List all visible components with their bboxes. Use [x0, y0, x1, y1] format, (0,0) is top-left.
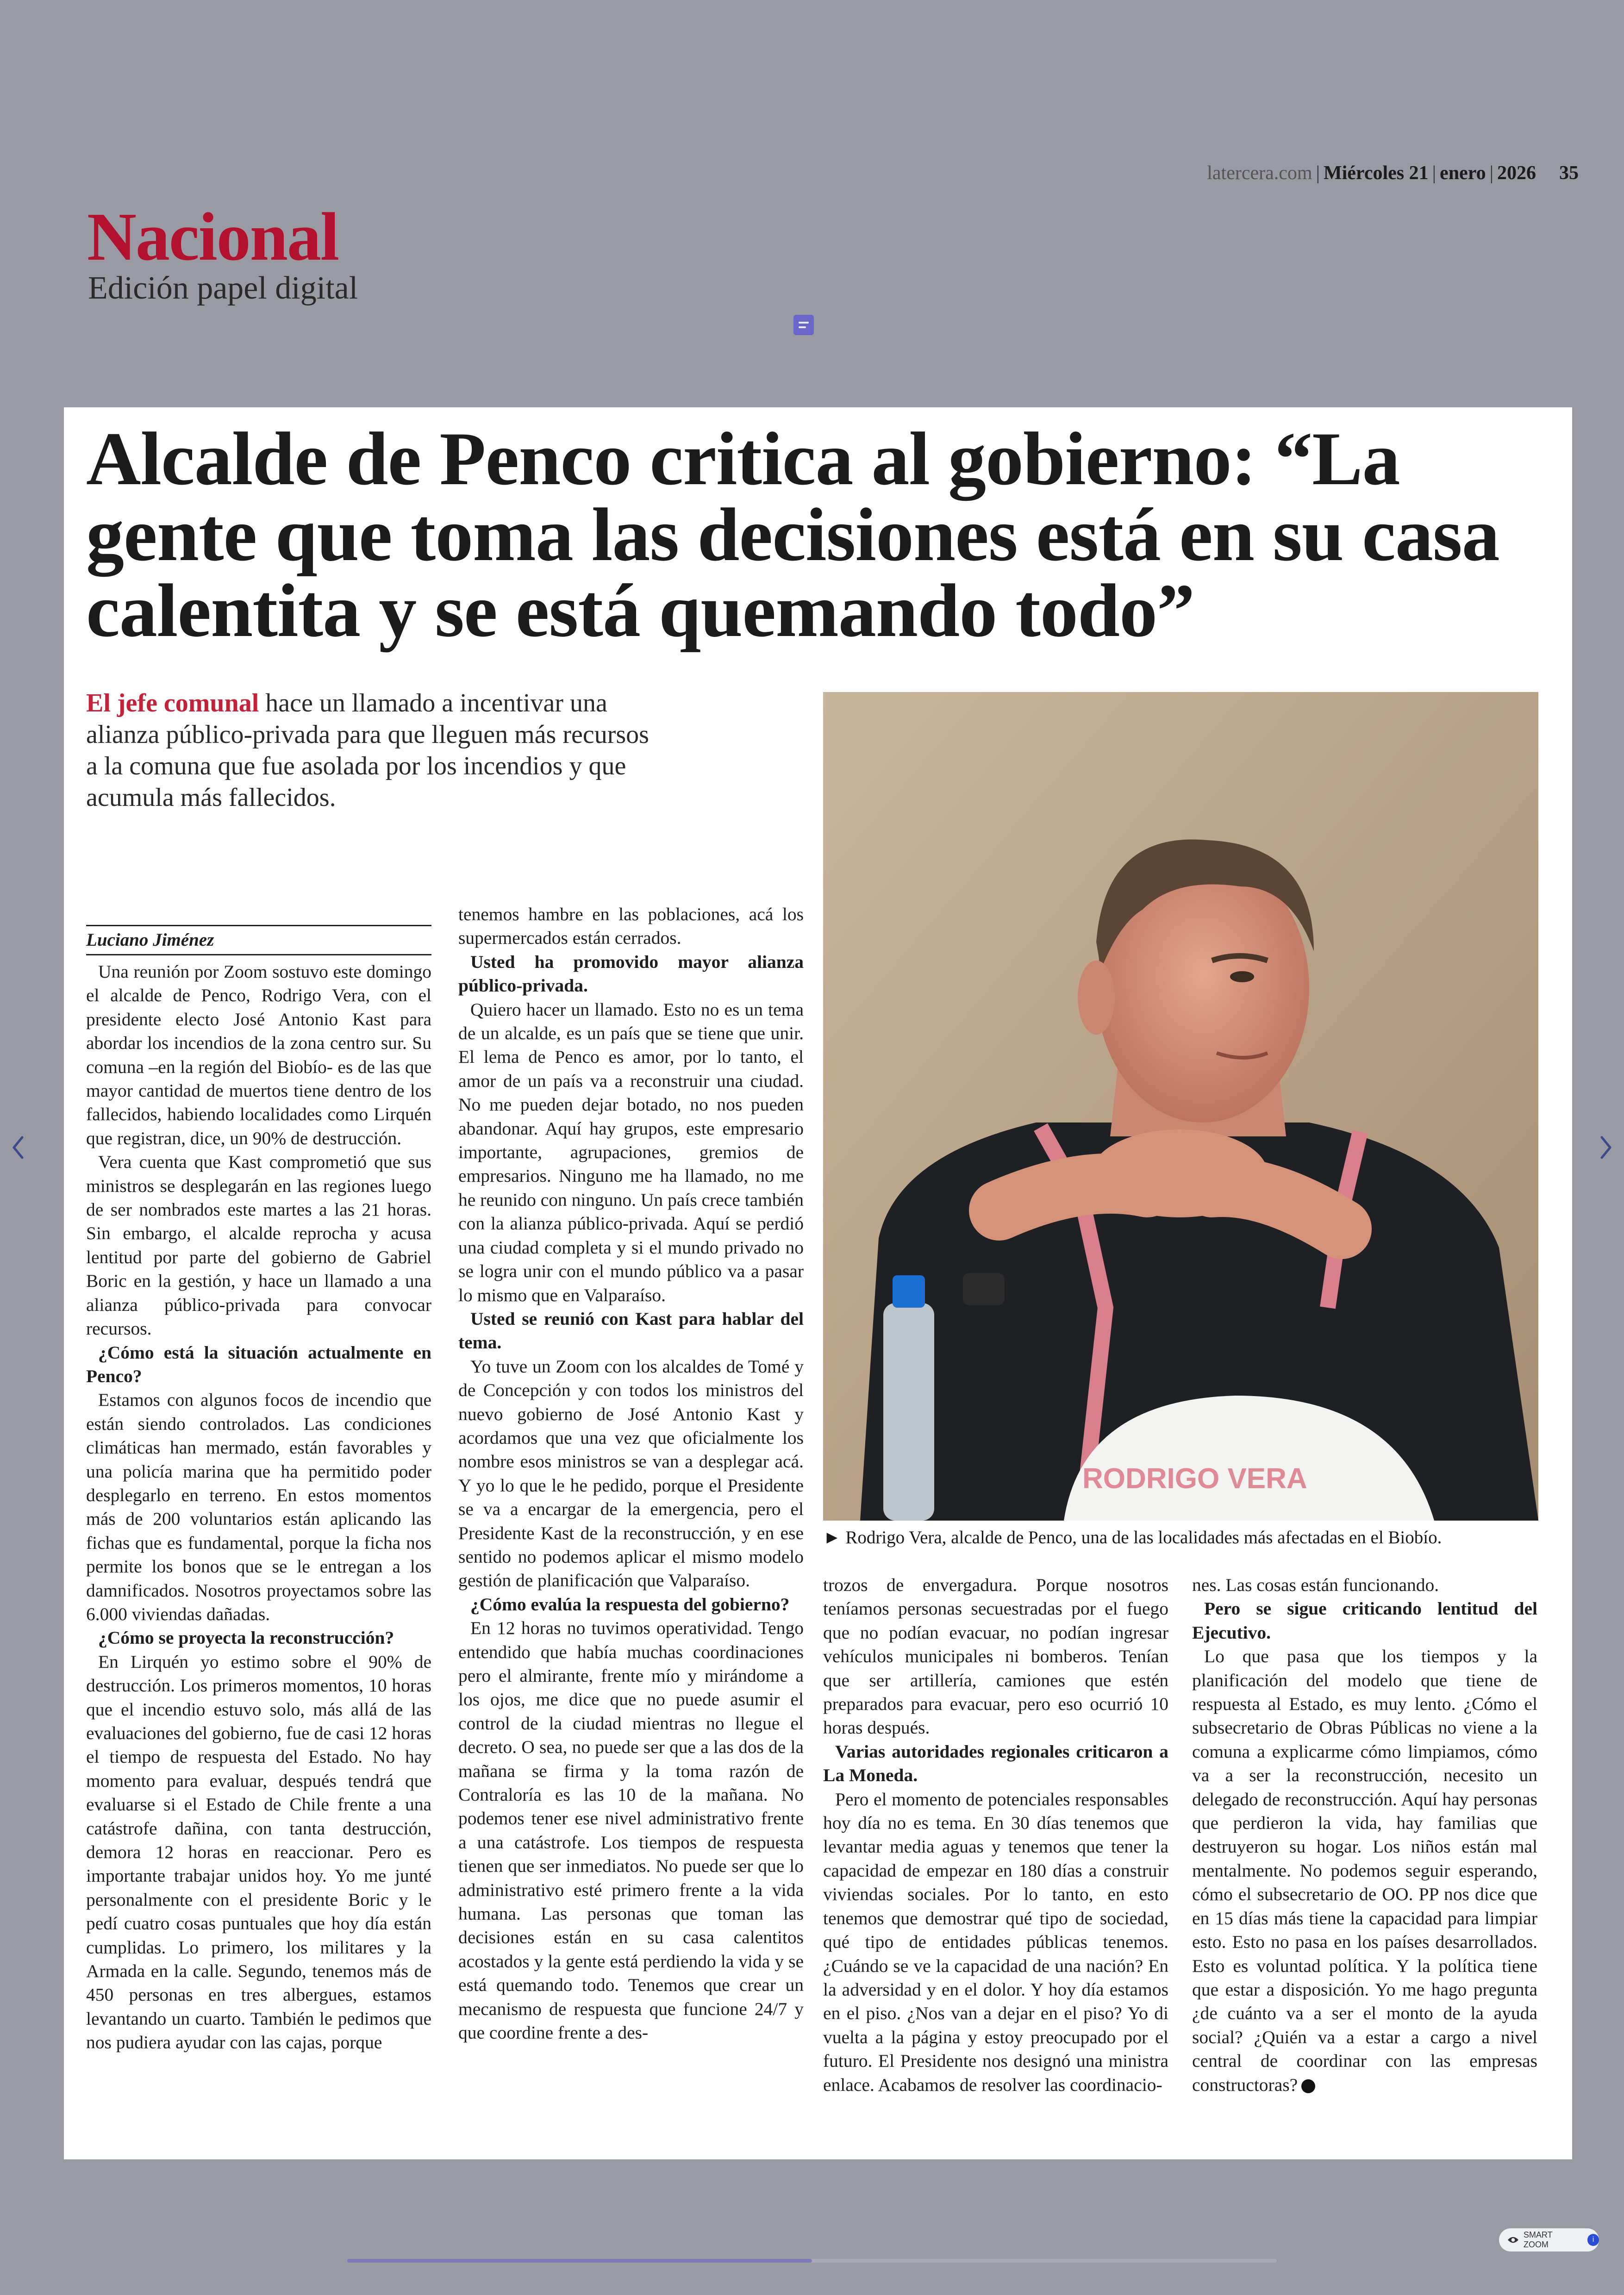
body-paragraph: En 12 horas no tuvimos operatividad. Tengo entendido que había muchas coordinaciones pero el almirante, frente mío y mirándome a los ojos, me dice que no puede asumir el control de la ciudad mientras no llegue el decreto. O sea, no puede ser que a las dos de la mañana se firma y la toma razón de Contraloría es las 10 de la mañana. No podemos tener ese nivel administrativo frente a una catástrofe. Los tiempos de respuesta tienen que ser inmediatos. No puede ser que lo administrativo esté primero frente a la vida humana. Las personas que toman las decisiones están en su casa calentitos acostados y la gente está perdiendo la vida y se está quemando todo. Tenemos que crear un mecanismo de respuesta que funcione 24/7 y que coordine frente a des- — [458, 1618, 804, 2043]
body-paragraph — [1192, 1645, 1537, 2097]
smart-zoom-info-badge[interactable]: i — [1587, 2234, 1599, 2246]
issue-month: enero — [1440, 162, 1486, 184]
body-paragraph: Una reunión por Zoom sostuvo este domingo el alcalde de Penco, Rodrigo Vera, con el presidente electo José Antonio Kast para abordar los incendios de la zona centro sur. Su comuna –en la región del Biobío- es de las que mayor cantidad de muertos tiene dentro de los fallecidos, habiendo localidades como Lirquén que registran, dice, un 90% de destrucción. — [86, 961, 431, 1148]
reading-progress-fill — [347, 2259, 812, 2263]
body-paragraph: Pero el momento de potenciales responsables hoy día no es tema. En 30 días tenemos que levantar media aguas y tenemos que tener la capacidad de empezar en 180 días a construir viviendas sociales. Por lo tanto, en esto tenemos que demostrar qué tipo de sociedad, qué tipo de entidades públicas tenemos. ¿Cuándo se ve la capacidad de una nación? En la adversidad y en el dolor. Y hoy día estamos en el piso. ¿Nos van a dejar en el piso? Yo di vuelta a la página y estoy preocupado por el futuro. El Presidente nos designó una ministra enlace. Acabamos de resolver las coordinacio- — [823, 1789, 1168, 2095]
photo-caption: ► Rodrigo Vera, alcalde de Penco, una de las localidades más afectadas en el Biobío. — [823, 1528, 1442, 1547]
chevron-right-icon — [1598, 1134, 1614, 1161]
body-paragraph: Estamos con algunos focos de incendio que están siendo controlados. Las condiciones climáticas han mermado, están favorables y una policía marina que ha permitido poder desplegarlo en terreno. En estos momentos más de 200 voluntarios están aplicando las fichas que es fundamental, porque la ficha nos permite los bonos que se le entregan a los damnificados. Nosotros proyectamos sobre las 6.000 viviendas dañadas. — [86, 1390, 431, 1624]
section-title: Nacional — [87, 199, 339, 275]
issue-year: 2026 — [1497, 162, 1536, 184]
body-paragraph: En Lirquén yo estimo sobre el 90% de destrucción. Los primeros momentos, 10 horas que el incendio estuvo solo, más allá de las evaluaciones del gobierno, fue de casi 12 horas el tiempo de respuesta del Estado. No hay momento para evaluar, después tendrá que evaluarse si el Estado de Chile frente a una catástrofe dañina, con tanta destrucción, demora 12 horas en reaccionar. Pero es importante trabajar unidos hoy. Yo me junté personalmente con el presidente Boric y le pedí cuatro cosas puntuales que hoy día están cumplidas. Lo primero, los militares y la Armada en la calle. Segundo, tenemos más de 450 personas en tres albergues, estamos levantando un cuarto. También le pedimos que nos pudiera ayudar con las cajas, porque — [86, 1651, 431, 2053]
smart-zoom-button[interactable] — [1499, 2228, 1599, 2251]
body-paragraph: trozos de envergadura. Porque nosotros teníamos personas secuestradas por el fuego que no podían evacuar, no podían ingresar vehículos municipales ni bomberos. Tenían que ser artillería, camiones que estén preparados para evacuar, pero eso ocurrió 10 horas después. — [823, 1575, 1168, 1738]
next-page-button[interactable] — [1590, 1127, 1622, 1168]
article-page — [64, 407, 1572, 2159]
article-column-3 — [823, 1573, 1168, 2097]
body-paragraph: Quiero hacer un llamado. Esto no es un tema de un alcalde, es un país que se tiene que unir. El lema de Penco es amor, por lo tanto, el amor de un país va a reconstruir una ciudad. No me pueden dejar botado, no nos pueden abandonar. Aquí hay grupos, este empresario importante, agrupaciones, gremios de empresarios. Ninguno me ha llamado, no me he reunido con ninguno. Un país crece también con la alianza público-privada. Aquí se perdió una ciudad completa y si el mundo privado no se logra unir con el mundo público va a pasar lo mismo que en Valparaíso. — [458, 999, 804, 1305]
article-lead — [86, 687, 656, 813]
interview-question: Usted ha promovido mayor alianza público-privada. — [458, 951, 804, 996]
article-headline: Alcalde de Penco critica al gobierno: “La gente que toma las decisiones está en su casa calentita y se está quemando todo” — [86, 417, 1499, 653]
body-paragraph: nes. Las cosas están funcionando. — [1192, 1575, 1439, 1595]
mayor-portrait-image — [823, 692, 1538, 1521]
article-column-4 — [1192, 1573, 1537, 2097]
body-paragraph: Yo tuve un Zoom con los alcaldes de Tomé y de Concepción y con todos los ministros del nuevo gobierno de José Antonio Kast y acordamos que una vez que oficialmente los nombre esos ministros se van a desplegar acá. Y yo lo que le he pedido, porque el Presidente se va a encargar de la emergencia, pero el Presidente Kast de la reconstrucción, y en ese sentido no podemos aplicar el mismo modelo gestión de planificación que Valparaíso. — [458, 1356, 804, 1591]
smart-zoom-label: SMART ZOOM — [1523, 2230, 1553, 2249]
eye-icon — [1507, 2236, 1519, 2244]
article-column-1 — [86, 925, 431, 2055]
byline: Luciano Jiménez — [86, 925, 431, 955]
interview-question: Varias autoridades regionales criticaron a La Moneda. — [823, 1741, 1168, 1786]
prev-page-button[interactable] — [2, 1127, 34, 1168]
lead-text: hace un llamado a incentivar una alianza público-privada para que lleguen más recursos a la comuna que fue asolada por los incendios y que acumula más fallecidos. — [86, 689, 649, 812]
site-name: latercera.com — [1207, 162, 1312, 184]
interview-question: ¿Cómo se proyecta la reconstrucción? — [98, 1628, 394, 1648]
article-column-2 — [458, 903, 804, 2045]
reading-progress-bar[interactable] — [347, 2259, 1277, 2263]
issue-day: Miércoles 21 — [1323, 162, 1429, 184]
interview-question: Pero se sigue criticando lentitud del Ejecutivo. — [1192, 1598, 1537, 1643]
chevron-left-icon — [10, 1134, 26, 1161]
edition-subtitle: Edición papel digital — [88, 270, 358, 306]
body-paragraph: tenemos hambre en las poblaciones, acá los supermercados están cerrados. — [458, 904, 804, 948]
body-paragraph: Vera cuenta que Kast comprometió que sus ministros se desplegarán en las regiones luego de ser nombrados este martes a las 21 horas. Sin embargo, el alcalde reprocha y acusa lentitud por parte del gobierno de Gabriel Boric en la gestión, y hace un llamado a una alianza público-privada para convocar recursos. — [86, 1152, 431, 1339]
body-paragraph-text: Lo que pasa que los tiempos y la planificación del modelo que tiene de respuesta al Estado, es muy lento. ¿Cómo el subsecretario de Obras Públicas no viene a la comuna a explicarme cómo limpiamos, cómo va a ser la reconstrucción, necesito un delegado de reconstrucción. Aquí hay personas que perdieron la vida, hay familias que destruyeron su hogar. Los niños están mal mentalmente. No podemos seguir esperando, cómo el subsecretario de OO. PP nos dice que en 15 días más tiene la capacidad para limpiar esto. Esto no pasa en los países desarrollados. Esto es voluntad política. Y la política tiene que estar a disposición. Yo me hago pregunta ¿de cuánto va a ser el monto de la ayuda social? ¿Quién va a estar a cargo a nivel central de coordinar con las empresas constructoras? — [1192, 1646, 1537, 2095]
interview-question: Usted se reunió con Kast para hablar del tema. — [458, 1308, 804, 1353]
interview-question: ¿Cómo evalúa la respuesta del gobierno? — [470, 1594, 790, 1615]
lead-kicker: El jefe comunal — [86, 689, 259, 717]
interview-question: ¿Cómo está la situación actualmente en Penco? — [86, 1342, 431, 1386]
helmet-label: RODRIGO VERA — [1082, 1463, 1307, 1495]
comment-note-icon[interactable] — [793, 315, 814, 335]
end-of-article-mark — [1301, 2079, 1315, 2093]
page-number: 35 — [1559, 162, 1579, 184]
page-header-meta: latercera.com | Miércoles 21 | enero | 2026 35 — [1207, 162, 1579, 184]
article-photo[interactable] — [823, 692, 1538, 1521]
